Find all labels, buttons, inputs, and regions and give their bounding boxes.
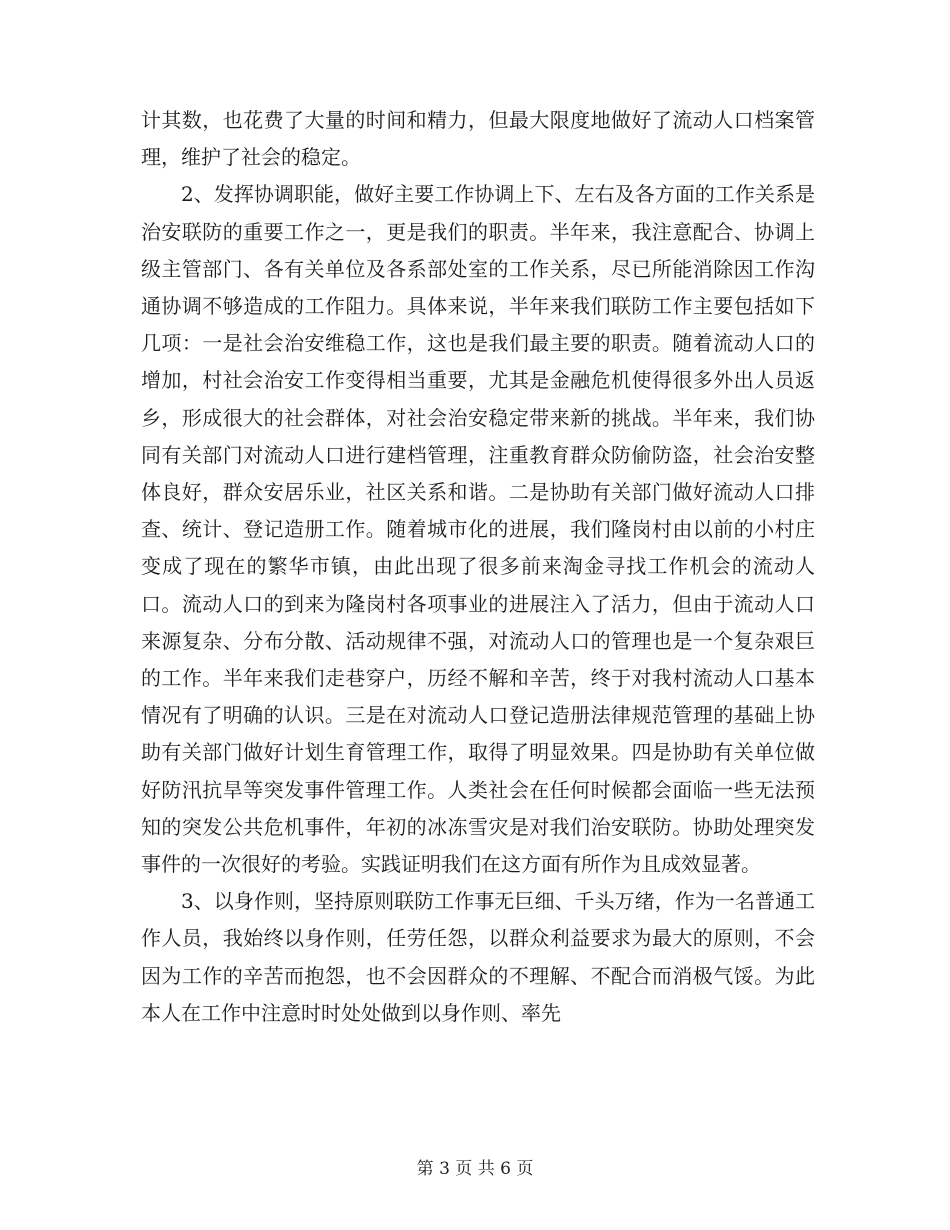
paragraph-lead-by-example: 3、以身作则，坚持原则联防工作事无巨细、千头万绪，作为一名普通工作人员，我始终以身作则，任劳任怨，以群众利益要求为最大的原则，不会因为工作的辛苦而抱怨，也不会因群众的不理解、不配合而消极气馁。为此本人在工作中注意时时处处做到以身作则、率先 [141, 889, 815, 1025]
page-number-footer: 第 3 页 共 6 页 [416, 1159, 534, 1179]
document-body [141, 102, 815, 1032]
paragraph-continuation: 计其数，也花费了大量的时间和精力，但最大限度地做好了流动人口档案管理，维护了社会的稳定。 [141, 108, 815, 170]
paragraph-coordination: 2、发挥协调职能，做好主要工作协调上下、左右及各方面的工作关系是治安联防的重要工作之一，更是我们的职责。半年来，我注意配合、协调上级主管部门、各有关单位及各系部处室的工作关系，尽已所能消除因工作沟通协调不够造成的工作阻力。具体来说，半年来我们联防工作主要包括如下几项：一是社会治安维稳工作，这也是我们最主要的职责。随着流动人口的增加，村社会治安工作变得相当重要，尤其是金融危机使得很多外出人员返乡，形成很大的社会群体，对社会治安稳定带来新的挑战。半年来，我们协同有关部门对流动人口进行建档管理，注重教育群众防偷防盗，社会治安整体良好，群众安居乐业，社区关系和谐。二是协助有关部门做好流动人口排查、统计、登记造册工作。随着城市化的进展，我们隆岗村由以前的小村庄变成了现在的繁华市镇，由此出现了很多前来淘金寻找工作机会的流动人口。流动人口的到来为隆岗村各项事业的进展注入了活力，但由于流动人口来源复杂、分布分散、活动规律不强，对流动人口的管理也是一个复杂艰巨的工作。半年来我们走巷穿户，历经不解和辛苦，终于对我村流动人口基本情况有了明确的认识。三是在对流动人口登记造册法律规范管理的基础上协助有关部门做好计划生育管理工作，取得了明显效果。四是协助有关单位做好防汛抗旱等突发事件管理工作。人类社会在任何时候都会面临一些无法预知的突发公共危机事件，年初的冰冻雪灾是对我们治安联防。协助处理突发事件的一次很好的考验。实践证明我们在这方面有所作为且成效显著。 [141, 182, 815, 877]
